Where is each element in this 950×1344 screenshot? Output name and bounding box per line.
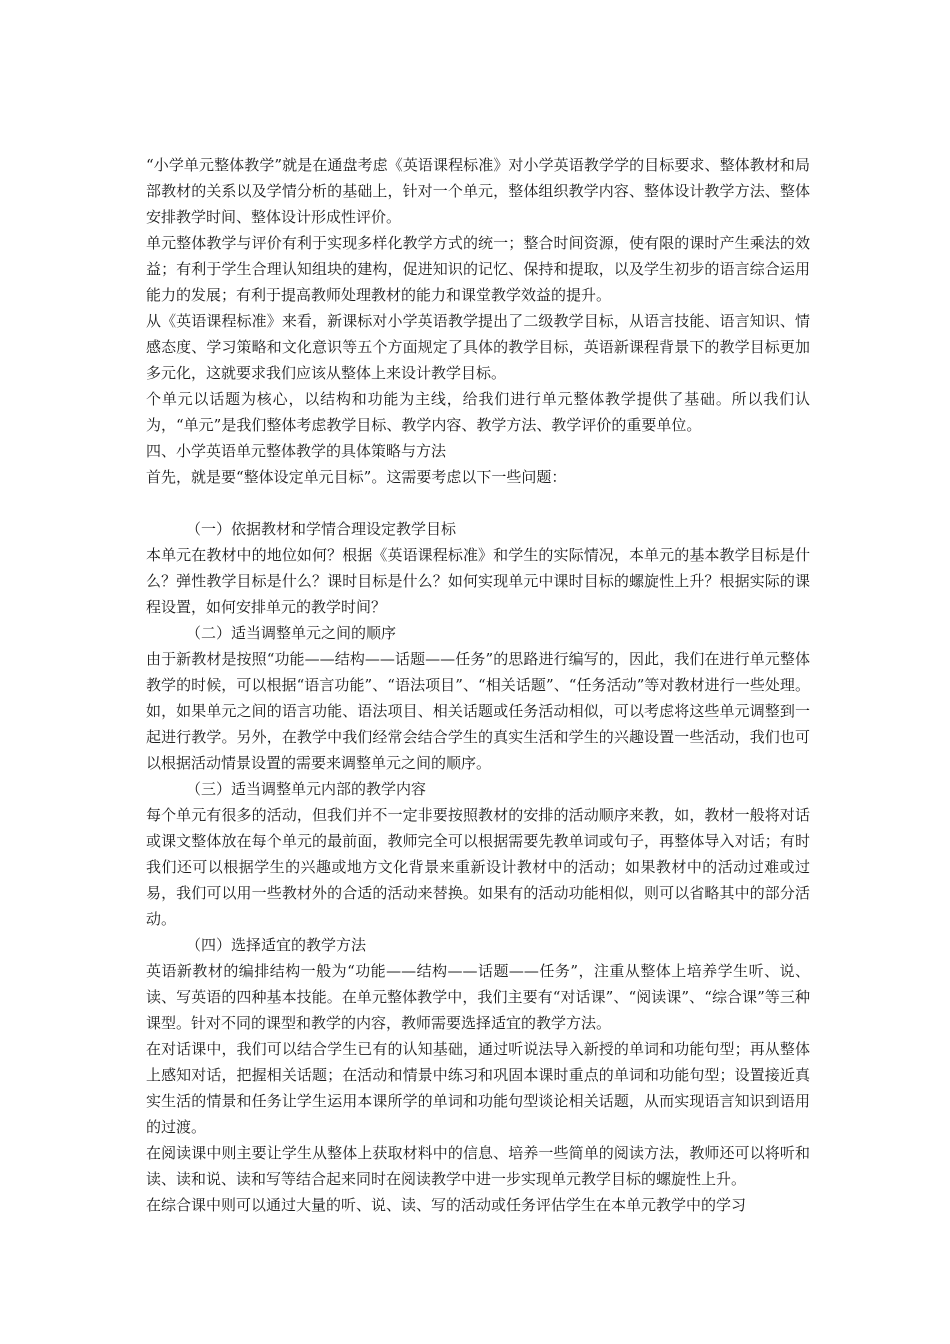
paragraph-subsection-3: 每个单元有很多的活动，但我们并不一定非要按照教材的安排的活动顺序来教，如，教材一般将对话或课文整体放在每个单元的最前面，教师完全可以根据需要先教单词或句子，再整体导入对话；有时我们还可以根据学生的兴趣或地方文化背景来重新设计教材中的活动；如果教材中的活动过难或过易，我们可以用一些教材外的合适的活动来替换。如果有的活动功能相似，则可以省略其中的部分活动。 xyxy=(146,806,810,928)
paragraph-first-step: 首先，就是要“整体设定单元目标”。这需要考虑以下一些问题： xyxy=(146,468,567,486)
subheading-2: （二）适当调整单元之间的顺序 xyxy=(186,624,397,642)
paragraph-dialogue-lesson: 在对话课中，我们可以结合学生已有的认知基础，通过听说法导入新授的单词和功能句型；再从整体上感知对话，把握相关话题；在活动和情景中练习和巩固本课时重点的单词和功能句型；设置接近真实生活的情景和任务让学生运用本课所学的单词和功能句型谈论相关话题，从而实现语言知识到语用的过渡。 xyxy=(146,1040,810,1136)
paragraph-comprehensive-lesson: 在综合课中则可以通过大量的听、说、读、写的活动或任务评估学生在本单元教学中的学习 xyxy=(146,1196,747,1214)
paragraph-subsection-2: 由于新教材是按照“功能——结构——话题——任务”的思路进行编写的，因此，我们在进行单元整体教学的时候，可以根据“语言功能”、“语法项目”、“相关话题”、“任务活动”等对教材进行一些处理。如，如果单元之间的语言功能、语法项目、相关话题或任务活动相似，可以考虑将这些单元调整到一起进行教学。另外，在教学中我们经常会结合学生的真实生活和学生的兴趣设置一些活动，我们也可以根据活动情景设置的需要来调整单元之间的顺序。 xyxy=(146,650,810,772)
paragraph-benefits: 单元整体教学与评价有利于实现多样化教学方式的统一；整合时间资源，使有限的课时产生乘法的效益；有利于学生合理认知组块的建构，促进知识的记忆、保持和提取，以及学生初步的语言综合运用能力的发展；有利于提高教师处理教材的能力和课堂教学效益的提升。 xyxy=(146,234,810,304)
document-body xyxy=(146,152,810,1218)
paragraph-reading-lesson: 在阅读课中则主要让学生从整体上获取材料中的信息、培养一些简单的阅读方法，教师还可以将听和读、读和说、读和写等结合起来同时在阅读教学中进一步实现单元教学目标的螺旋性上升。 xyxy=(146,1144,810,1188)
blank-line xyxy=(146,490,810,516)
paragraph-subsection-4: 英语新教材的编排结构一般为“功能——结构——话题——任务”，注重从整体上培养学生听、说、读、写英语的四种基本技能。在单元整体教学中，我们主要有“对话课”、“阅读课”、“综合课”等三种课型。针对不同的课型和教学的内容，教师需要选择适宜的教学方法。 xyxy=(146,962,810,1032)
subheading-1: （一）依据教材和学情合理设定教学目标 xyxy=(186,520,457,538)
paragraph-subsection-1: 本单元在教材中的地位如何？根据《英语课程标准》和学生的实际情况，本单元的基本教学目标是什么？弹性教学目标是什么？课时目标是什么？如何实现单元中课时目标的螺旋性上升？根据实际的课程设置，如何安排单元的教学时间？ xyxy=(146,546,810,616)
paragraph-curriculum-standard: 从《英语课程标准》来看，新课标对小学英语教学提出了二级教学目标，从语言技能、语言知识、情感态度、学习策略和文化意识等五个方面规定了具体的教学目标，英语新课程背景下的教学目标更加多元化，这就要求我们应该从整体上来设计教学目标。 xyxy=(146,312,810,382)
subheading-4: （四）选择适宜的教学方法 xyxy=(186,936,367,954)
subheading-3: （三）适当调整单元内部的教学内容 xyxy=(186,780,427,798)
paragraph-unit-core: 个单元以话题为核心，以结构和功能为主线，给我们进行单元整体教学提供了基础。所以我们认为，“单元”是我们整体考虑教学目标、教学内容、教学方法、教学评价的重要单位。 xyxy=(146,390,810,434)
section-heading-strategies: 四、小学英语单元整体教学的具体策略与方法 xyxy=(146,442,447,460)
paragraph-definition: “小学单元整体教学”就是在通盘考虑《英语课程标准》对小学英语教学学的目标要求、整体教材和局部教材的关系以及学情分析的基础上，针对一个单元，整体组织教学内容、整体设计教学方法、整体安排教学时间、整体设计形成性评价。 xyxy=(146,156,810,226)
